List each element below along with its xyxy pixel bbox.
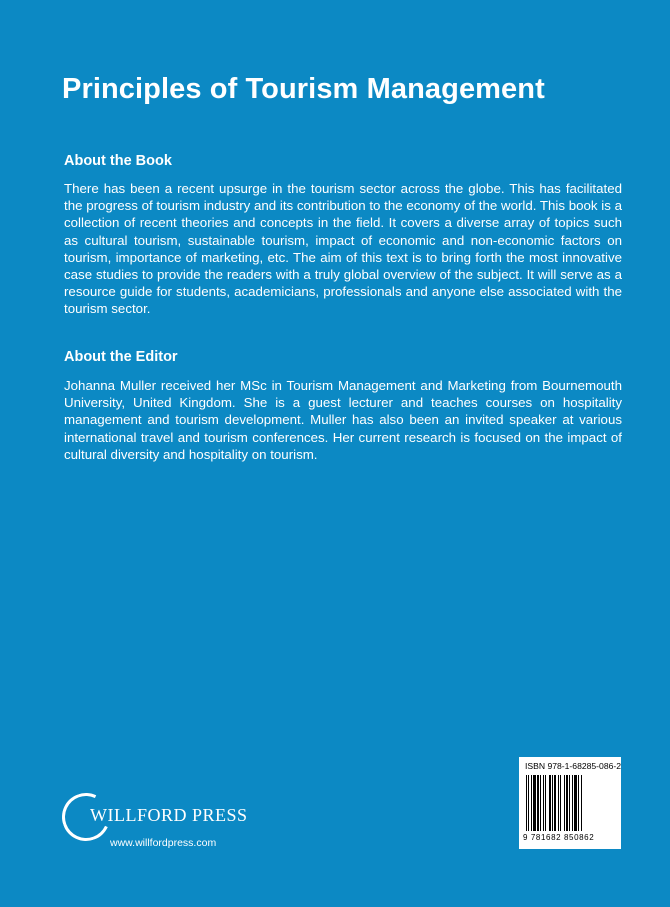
about-editor-heading: About the Editor <box>64 349 178 365</box>
about-editor-text: Johanna Muller received her MSc in Tourism Management and Marketing from Bournemouth University, United Kingdom. She is a guest lecturer and teaches courses on hospitality management and tourism development. Muller has also been an invited speaker at various international travel and tourism conferences. Her current research is focused on the impact of cultural diversity and hospitality on tourism. <box>64 378 622 462</box>
about-book-text: There has been a recent upsurge in the tourism sector across the globe. This has facilitated the progress of tourism industry and its contribution to the economy of the world. This book is a collection of recent theories and concepts in the field. It covers a diverse array of topics such as cultural tourism, sustainable tourism, impact of economic and non-economic factors on tourism, importance of marketing, etc. The aim of this text is to bring forth the most innovative case studies to provide the readers with a truly global overview of the subject. It will serve as a resource guide for students, academicians, professionals and anyone else associated with the tourism sector. <box>64 181 622 317</box>
barcode-bars-icon <box>526 775 614 835</box>
publisher-name: WILLFORD PRESS <box>90 805 248 825</box>
isbn-label: ISBN 978-1-68285-086-2 <box>525 761 622 771</box>
publisher-url: www.willfordpress.com <box>110 837 217 849</box>
barcode <box>519 757 621 849</box>
publisher-logo <box>62 793 248 853</box>
book-title: Principles of Tourism Management <box>62 73 545 105</box>
about-book-heading: About the Book <box>64 153 172 169</box>
barcode-digits: 9 781682 850862 <box>523 833 595 842</box>
